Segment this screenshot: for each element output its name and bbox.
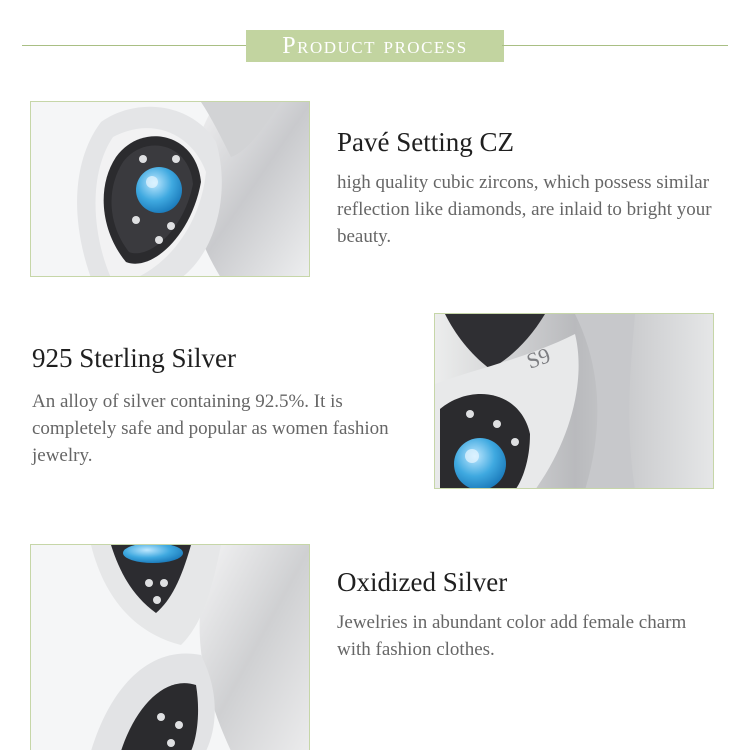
header-divider-left — [22, 45, 248, 46]
oxidized-silver-photo — [30, 544, 310, 750]
feature-description-sterling-silver: An alloy of silver containing 92.5%. It is completely safe and popular as women fashion jewelry. — [32, 391, 389, 466]
feature-title-pave-setting: Pavé Setting CZ — [337, 127, 514, 157]
sterling-silver-photo — [434, 313, 714, 489]
header-divider-right — [502, 45, 728, 46]
section-header — [246, 30, 504, 62]
section-header-title: Product process — [282, 32, 468, 59]
pave-setting-photo — [30, 101, 310, 277]
feature-description-pave-setting: high quality cubic zircons, which possess similar reflection like diamonds, are inlaid to bright your beauty. — [337, 172, 712, 247]
feature-title-sterling-silver: 925 Sterling Silver — [32, 343, 236, 373]
svg-text:S9: S9 — [523, 342, 554, 374]
feature-title-oxidized-silver: Oxidized Silver — [337, 567, 508, 597]
feature-description-oxidized-silver: Jewelries in abundant color add female charm with fashion clothes. — [337, 612, 687, 660]
